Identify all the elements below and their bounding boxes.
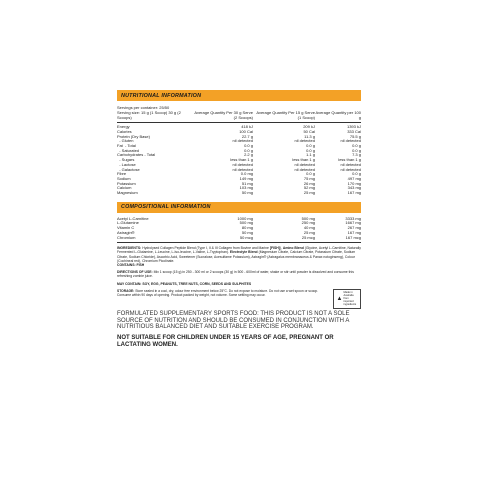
col-header-30g: Average Quantity Per 30 g Serve (2 Scoops): [194, 110, 253, 120]
value-per-30g: 0.0 g: [244, 147, 253, 153]
directions-label: DIRECTIONS OF USE:: [117, 270, 153, 275]
serving-size: Serving size: 15 g (1 Scoop) 30 g (2 Scoops): [117, 110, 181, 120]
value-per-15g: less than 1 g: [292, 157, 315, 163]
col-header-100g: Average Quantity per 100 g: [315, 110, 361, 120]
nutrient-name: Calcium: [117, 185, 132, 191]
value-per-15g: 209 kJ: [303, 124, 315, 130]
storage-section: [117, 289, 361, 309]
made-in-australia-badge: [333, 289, 361, 309]
warning-statement: NOT SUITABLE FOR CHILDREN UNDER 15 YEARS OF AGE, PREGNANT OR LACTATING WOMEN.: [117, 334, 334, 348]
value-per-15g: 1.1 g: [306, 152, 315, 158]
nutrition-label-panel: [117, 90, 361, 348]
compositional-table: [117, 217, 361, 241]
value-per-30g: 50 mg: [241, 229, 253, 235]
value-per-100g: 0.0 g: [352, 147, 361, 153]
value-per-15g: 40 mg: [303, 225, 315, 231]
value-per-100g: 170 mg: [347, 180, 361, 186]
nutrient-name: Energy: [117, 124, 130, 130]
value-per-100g: 0.0 g: [352, 143, 361, 148]
value-per-100g: 343 mg: [347, 185, 361, 191]
value-per-100g: nil detected: [340, 138, 361, 144]
value-per-100g: 1393 kJ: [346, 124, 361, 130]
value-per-15g: 0.0 g: [306, 147, 315, 153]
ingredients-part1: Hydrolysed Collagen Peptide Blend (Type I, II & III Collagen from Bovine and Marine: [142, 246, 269, 251]
nutrient-name: - Galactose: [117, 166, 140, 172]
nutrient-name: Astragin®: [117, 229, 135, 235]
value-per-100g: 267 mg: [347, 225, 361, 231]
nutrient-name: Calories: [117, 128, 132, 134]
value-per-30g: 51 mg: [241, 180, 253, 186]
nutrient-name: Fibre: [117, 171, 127, 177]
nutrition-column-headers: [117, 111, 361, 120]
value-per-30g: nil detected: [232, 161, 253, 167]
nutrient-name: Acetyl L-Carnitine: [117, 215, 149, 221]
value-per-15g: nil detected: [294, 166, 315, 172]
value-per-30g: 0.0 g: [244, 143, 253, 148]
value-per-15g: 25 mcg: [301, 234, 315, 240]
col-header-15g: Average Quantity Per 15 g Serve (1 Scoop): [256, 110, 315, 120]
nutrient-name: - Sugars: [117, 157, 135, 163]
ingredients-part2: ),: [279, 246, 283, 251]
table-row: [117, 191, 361, 196]
value-per-100g: less than 1 g: [338, 157, 361, 163]
nutrient-name: - Saturated: [117, 147, 140, 153]
directions-text: [117, 270, 361, 278]
value-per-15g: 25 mg: [303, 229, 315, 235]
value-per-30g: 100 Cal: [239, 128, 253, 134]
value-per-100g: 1667 mg: [345, 220, 361, 226]
nutrient-name: Vitamin C: [117, 225, 135, 231]
value-per-30g: less than 1 g: [230, 157, 253, 163]
value-per-15g: nil detected: [294, 161, 315, 167]
divider: [117, 242, 361, 243]
value-per-30g: 418 kJ: [241, 124, 253, 130]
value-per-100g: 167 mg: [347, 229, 361, 235]
value-per-100g: nil detected: [340, 166, 361, 172]
value-per-15g: 26 mg: [303, 180, 315, 186]
allergen-fish: [FISH]: [269, 246, 280, 251]
nutrient-name: Chromium: [117, 234, 136, 240]
value-per-15g: 11.3 g: [304, 133, 315, 139]
table-row: [117, 236, 361, 241]
servings-per-container: Servings per container: 25/50: [117, 105, 170, 110]
value-per-15g: 0.0 g: [306, 143, 315, 148]
directions-body: Mix 1 scoop (15 g) in 250 - 300 ml or 2 scoops (30 g) in 500 - 600ml of water, shake or stir until powder is dissolved and consume this refreshing zombie juice.: [117, 270, 354, 279]
value-per-15g: nil detected: [294, 138, 315, 144]
value-per-100g: 75.5 g: [349, 133, 361, 139]
storage-text: [117, 289, 331, 309]
value-per-100g: 333 Cal: [347, 128, 361, 134]
value-per-100g: 167 mg: [347, 190, 361, 196]
may-contain-statement: MAY CONTAIN: SOY, EGG, PEANUTS, TREE NUTS, CORN, SEEDS AND SULPHITES: [117, 281, 252, 286]
amino-blend-label: Amino Blend: [282, 246, 304, 251]
value-per-30g: nil detected: [232, 166, 253, 172]
value-per-100g: 7.3 g: [352, 152, 361, 158]
amino-blend-text: (Glycine, Acetyl L-Carnitine, Naturally Fermented L-Glutamine, L-Leucine, L-Iso-leucine, L-Valine, L-Tryptophan).: [117, 246, 361, 255]
value-per-30g: 80 mg: [241, 225, 253, 231]
value-per-30g: 2.2 g: [244, 152, 253, 158]
value-per-30g: 149 mg: [239, 175, 253, 181]
nutrient-name: Fat - Total: [117, 143, 136, 148]
value-per-15g: 500 mg: [301, 215, 315, 221]
ingredients-text: [117, 246, 361, 267]
nutrient-name: - Gluten: [117, 138, 134, 144]
value-per-100g: 0.0 g: [352, 171, 361, 177]
value-per-30g: 50 mcg: [239, 234, 253, 240]
value-per-15g: 75 mg: [303, 175, 315, 181]
australia-map-icon: ▲: [336, 295, 343, 302]
value-per-30g: 0.0 mg: [240, 171, 253, 177]
compositional-information-header: COMPOSITIONAL INFORMATION: [117, 202, 361, 213]
nutrient-name: Magnesium: [117, 190, 138, 196]
nutritional-information-header: NUTRITIONAL INFORMATION: [117, 90, 361, 101]
nutrient-name: - Lactose: [117, 161, 136, 167]
value-per-100g: 167 mcg: [345, 234, 361, 240]
nutrient-name: Protein (Dry Base): [117, 133, 150, 139]
nutrient-name: Sodium: [117, 175, 131, 181]
value-per-15g: 52 mg: [303, 185, 315, 191]
value-per-100g: 497 mg: [347, 175, 361, 181]
contains-statement: CONTAINS: FISH: [117, 263, 145, 268]
formulated-statement: FORMULATED SUPPLEMENTARY SPORTS FOOD: THIS PRODUCT IS NOT A SOLE SOURCE OF NUTRITION AND SHOULD BE CONSUMED IN CONJUNCTION WITH A NUTRITIOUS BALANCED DIET AND SUITABLE EXERCISE PROGRAM.: [117, 310, 350, 331]
nutrient-name: Carbohydrates - Total: [117, 152, 156, 158]
nutrient-name: L-Glutamine: [117, 220, 139, 226]
value-per-30g: 22.7 g: [241, 133, 253, 139]
value-per-30g: 500 mg: [239, 220, 253, 226]
badge-text: Made in Australia from imported ingredients: [343, 291, 357, 307]
nutrient-name: Potassium: [117, 180, 136, 186]
value-per-15g: 50 Cal: [303, 128, 315, 134]
value-per-100g: nil detected: [340, 161, 361, 167]
electrolyte-blend-text: (Magnesium Citrate, Calcium Citrate, Potassium Citrate, Sodium Citrate, Sodium Chloride), Ascorbic Acid, Sweetener (Sucralose, Acesulfame Potassium), Astragin® (Astragalus membranaceus & Panax notoginseng), Colour (Cochineal red), Chromium Picolinate.: [117, 250, 356, 263]
electrolyte-blend-label: Electrolyte Blend: [229, 250, 258, 255]
value-per-30g: 1000 mg: [237, 215, 253, 221]
value-per-15g: 0.0 g: [306, 171, 315, 177]
ingredients-label: INGREDIENTS:: [117, 246, 142, 251]
storage-label: STORAGE:: [117, 288, 135, 293]
value-per-30g: nil detected: [232, 138, 253, 144]
value-per-15g: 25 mg: [303, 190, 315, 196]
value-per-30g: 103 mg: [239, 185, 253, 191]
divider: [117, 122, 361, 123]
storage-body: Store sealed in a cool, dry, odour free environment below 25°C. Do not expose to moisture. Do not use a wet spoon or scoop. Consume within 90 days of opening. Product packed by weight, not volume. Some settling may occur.: [117, 288, 319, 297]
value-per-30g: 50 mg: [241, 190, 253, 196]
value-per-15g: 250 mg: [301, 220, 315, 226]
nutrition-table: [117, 125, 361, 196]
value-per-100g: 3333 mg: [345, 215, 361, 221]
